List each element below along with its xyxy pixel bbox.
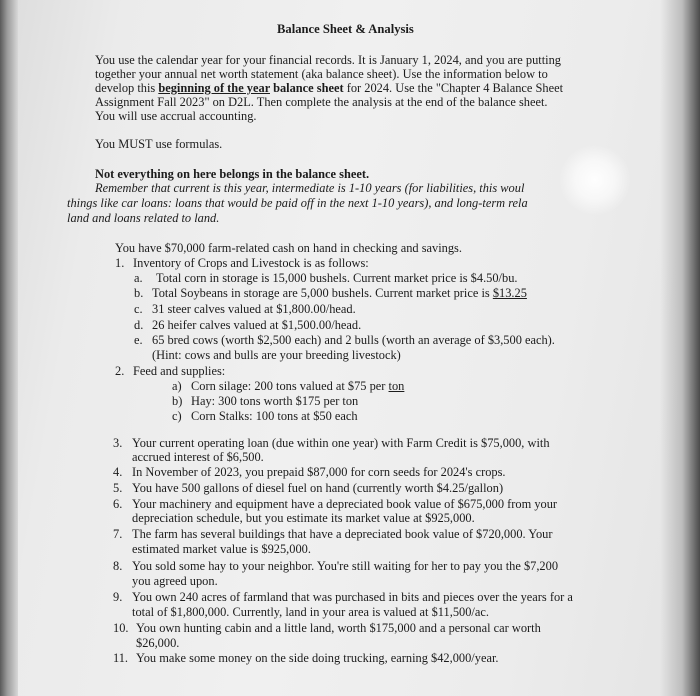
item-11-text: You make some money on the side doing trucking, earning $42,000/year. bbox=[136, 651, 499, 665]
feed-b-text: Hay: 300 tons worth $175 per ton bbox=[191, 394, 359, 408]
emphasis-beginning-of-year: beginning of the year bbox=[158, 81, 270, 95]
remember-line-1: Remember that current is this year, intermediate is 1-10 years (for liabilities, this woul bbox=[95, 181, 525, 195]
sub-a-text: Total corn in storage is 15,000 bushels. Current market price is $4.50/bu. bbox=[156, 271, 518, 285]
item-10-number: 10. bbox=[113, 621, 129, 635]
item-5-text: You have 500 gallons of diesel fuel on hand (currently worth $4.25/gallon) bbox=[132, 481, 504, 495]
feed-a-marker: a) bbox=[172, 379, 182, 393]
item-10-line-1: You own hunting cabin and a little land, worth $175,000 and a personal car worth bbox=[136, 621, 541, 635]
sub-a-marker: a. bbox=[134, 271, 143, 285]
soybean-price: $13.25 bbox=[492, 286, 527, 300]
feed-c-marker: c) bbox=[172, 409, 182, 423]
sub-b-text: Total Soybeans in storage are 5,000 bushels. Current market price is $13.25 bbox=[152, 286, 527, 300]
item-8-line-2: you agreed upon. bbox=[132, 574, 218, 588]
item-2-number: 2. bbox=[115, 364, 125, 378]
remember-line-3: land and loans related to land. bbox=[67, 211, 220, 225]
item-9-line-1: You own 240 acres of farmland that was purchased in bits and pieces over the years for a bbox=[132, 590, 573, 604]
sub-e-marker: e. bbox=[134, 333, 143, 347]
item-7-line-1: The farm has several buildings that have a depreciated book value of $720,000. Your bbox=[132, 527, 553, 541]
must-use-formulas: You MUST use formulas. bbox=[95, 137, 223, 151]
intro-line-5: You will use accrual accounting. bbox=[95, 109, 257, 123]
item-3-line-1: Your current operating loan (due within one year) with Farm Credit is $75,000, with bbox=[132, 436, 550, 450]
item-5-number: 5. bbox=[113, 481, 123, 495]
item-7-line-2: estimated market value is $925,000. bbox=[132, 542, 311, 556]
sub-c-text: 31 steer calves valued at $1,800.00/head. bbox=[152, 302, 356, 316]
sub-d-marker: d. bbox=[134, 318, 144, 332]
feed-a-text: Corn silage: 200 tons valued at $75 per ton bbox=[191, 379, 405, 393]
item-4-number: 4. bbox=[113, 465, 123, 479]
item-1-text: Inventory of Crops and Livestock is as follows: bbox=[133, 256, 369, 270]
intro-line-1: You use the calendar year for your financial records. It is January 1, 2024, and you are putting bbox=[95, 53, 562, 67]
breeding-hint: (Hint: cows and bulls are your breeding livestock) bbox=[152, 348, 401, 362]
sub-d-text: 26 heifer calves valued at $1,500.00/head. bbox=[152, 318, 362, 332]
item-9-number: 9. bbox=[113, 590, 123, 604]
light-glare bbox=[560, 145, 630, 215]
item-6-line-2: depreciation schedule, but you estimate its market value at $925,000. bbox=[132, 511, 475, 525]
warning-heading: Not everything on here belongs in the balance sheet. bbox=[95, 167, 370, 181]
item-2-text: Feed and supplies: bbox=[133, 364, 226, 378]
page-shadow-left bbox=[0, 0, 18, 696]
item-3-line-2: accrued interest of $6,500. bbox=[132, 450, 264, 464]
document-title: Balance Sheet & Analysis bbox=[277, 22, 414, 36]
item-8-line-1: You sold some hay to your neighbor. You're still waiting for her to pay you the $7,200 bbox=[132, 559, 559, 573]
cash-on-hand: You have $70,000 farm-related cash on hand in checking and savings. bbox=[115, 241, 462, 255]
sub-c-marker: c. bbox=[134, 302, 143, 316]
intro-line-2: together your annual net worth statement (aka balance sheet). Use the information below to bbox=[95, 67, 548, 81]
intro-line-4: Assignment Fall 2023" on D2L. Then complete the analysis at the end of the balance sheet. bbox=[95, 95, 548, 109]
intro-line-3: develop this beginning of the year balance sheet for 2024. Use the "Chapter 4 Balance Sheet bbox=[95, 81, 564, 95]
item-9-line-2: total of $1,800,000. Currently, land in your area is valued at $11,500/ac. bbox=[132, 605, 489, 619]
item-3-number: 3. bbox=[113, 436, 123, 450]
item-4-text: In November of 2023, you prepaid $87,000 for corn seeds for 2024's crops. bbox=[132, 465, 506, 479]
item-1-number: 1. bbox=[115, 256, 125, 270]
feed-c-text: Corn Stalks: 100 tons at $50 each bbox=[191, 409, 358, 423]
item-10-line-2: $26,000. bbox=[136, 636, 180, 650]
item-8-number: 8. bbox=[113, 559, 123, 573]
item-11-number: 11. bbox=[113, 651, 129, 665]
page-shadow-right bbox=[660, 0, 700, 696]
remember-line-2: things like car loans: loans that would be paid off in the next 1-10 years), and long-term rela bbox=[67, 196, 528, 210]
sub-e-text: 65 bred cows (worth $2,500 each) and 2 bulls (worth an average of $3,500 each). bbox=[152, 333, 555, 347]
sub-b-marker: b. bbox=[134, 286, 144, 300]
item-6-line-1: Your machinery and equipment have a depreciated book value of $675,000 from your bbox=[132, 497, 558, 511]
item-6-number: 6. bbox=[113, 497, 123, 511]
item-7-number: 7. bbox=[113, 527, 123, 541]
feed-b-marker: b) bbox=[172, 394, 183, 408]
